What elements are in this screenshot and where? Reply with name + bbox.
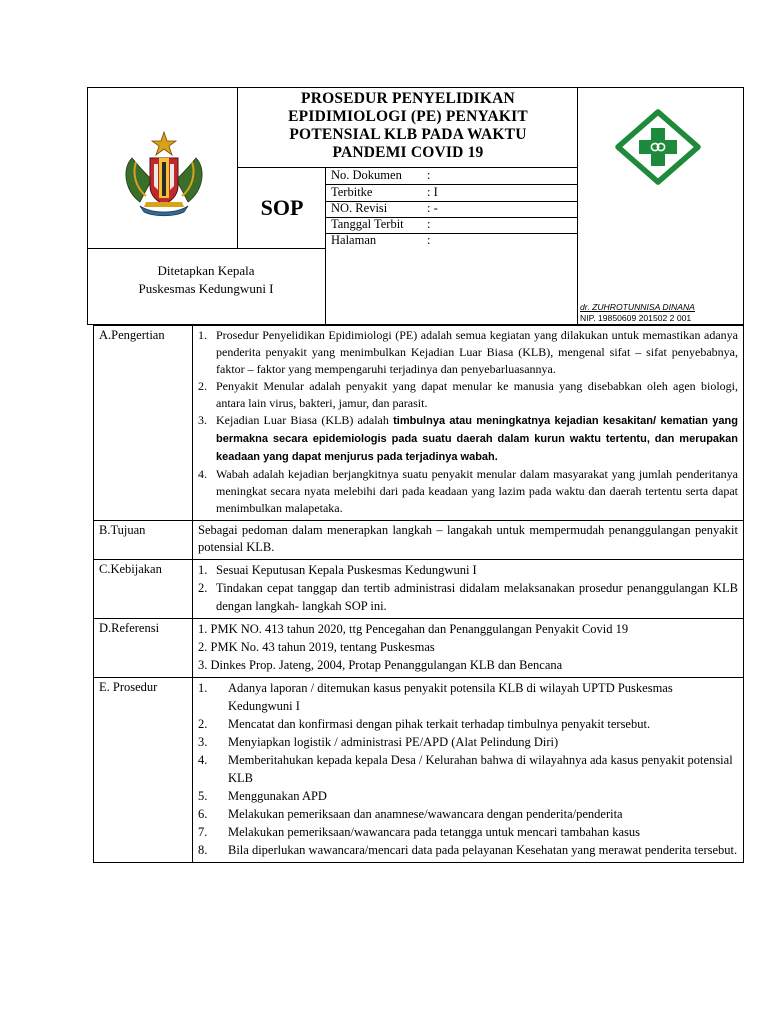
item-text: Prosedur Penyelidikan Epidimiologi (PE) adalah semua kegiatan yang dilakukan untuk memastikan adanya penderita penyakit yang menimbulkan Kejadian Luar Biasa (KLB), mengenal sifat – sifat penyebabnya, faktor – faktor yang mempengaruhi terjadinya dan penyebarluasannya. [216, 328, 738, 376]
item-number: 4. [198, 467, 207, 481]
item-text: Penyakit Menular adalah penyakit yang dapat menular ke manusia yang disebabkan oleh agen biologi, antara lain virus, bakteri, jamur, dan parasit. [216, 379, 738, 410]
list-item [198, 466, 738, 517]
step-text: Menyiapkan logistik / administrasi PE/APD (Alat Pelindung Diri) [228, 735, 559, 749]
step-text: Melakukan pemeriksaan/wawancara pada tetangga untuk mencari tambahan kasus [228, 825, 640, 839]
list-item [198, 412, 738, 466]
section-row-tujuan [94, 521, 744, 560]
list-item [198, 561, 738, 579]
item-number: 1. [198, 563, 208, 577]
title-line: PROSEDUR PENYELIDIKAN [301, 90, 515, 107]
list-item [198, 327, 738, 378]
reference-item: 2. PMK No. 43 tahun 2019, tentang Puskesmas [198, 640, 435, 654]
section-label: D.Referensi [94, 619, 193, 678]
item-number: 2. [198, 379, 207, 393]
section-content [193, 619, 744, 678]
step-text: Mencatat dan konfirmasi dengan pihak terkait terhadap timbulnya penyakit tersebut. [228, 717, 651, 731]
section-row-kebijakan [94, 560, 744, 619]
meta-row-revisi [331, 200, 438, 216]
item-number: 2. [198, 581, 208, 595]
meta-key: Halaman [331, 233, 377, 247]
meta-row-no-dokumen [331, 167, 430, 183]
ditetapkan-line: Puskesmas Kedungwuni I [138, 281, 274, 296]
step-number: 4. [198, 753, 208, 767]
section-content: Sebagai pedoman dalam menerapkan langkah – langakah untuk mempermudah penanggulangan penyakit potensial KLB. [193, 521, 744, 560]
meta-row-terbitke [331, 184, 438, 200]
step-number: 7. [198, 825, 208, 839]
section-label: A.Pengertian [94, 326, 193, 521]
procedure-step [198, 715, 738, 733]
step-number: 8. [198, 843, 208, 857]
item-number: 3. [198, 413, 207, 427]
ditetapkan-block [88, 262, 324, 298]
meta-value: : [427, 168, 431, 182]
document-title [238, 88, 578, 166]
step-number: 5. [198, 789, 208, 803]
meta-value: : [427, 233, 431, 247]
section-row-pengertian [94, 326, 744, 521]
step-text: Bila diperlukan wawancara/mencari data pada pelayanan Kesehatan yang merawat penderita tersebut. [228, 843, 738, 857]
reference-item: 3. Dinkes Prop. Jateng, 2004, Protap Penanggulangan KLB dan Bencana [198, 658, 563, 672]
section-content [193, 326, 744, 521]
meta-key: Tanggal Terbit [331, 217, 404, 231]
item-text: Sesuai Keputusan Kepala Puskesmas Kedungwuni I [216, 563, 477, 577]
meta-row-halaman [331, 232, 430, 248]
procedure-step [198, 841, 738, 859]
section-row-referensi [94, 619, 744, 678]
item-text-regular: Kejadian Luar Biasa (KLB) adalah [216, 413, 394, 427]
procedure-step [198, 787, 738, 805]
meta-row-tanggal-terbit [331, 216, 430, 232]
step-number: 1. [198, 681, 208, 695]
procedure-step [198, 751, 738, 787]
item-text [216, 412, 738, 466]
procedure-step [198, 805, 738, 823]
list-item [198, 579, 738, 615]
step-text: Menggunakan APD [228, 789, 327, 803]
section-label: E. Prosedur [94, 678, 193, 863]
procedure-step [198, 679, 738, 715]
step-text: Adanya laporan / ditemukan kasus penyakit potensila KLB di wilayah UPTD Puskesmas Kedungwuni I [228, 681, 673, 713]
meta-value: : - [427, 201, 438, 215]
step-number: 2. [198, 717, 208, 731]
step-text: Memberitahukan kepada kepala Desa / Kelurahan bahwa di wilayahnya ada kasus penyakit potensial KLB [228, 753, 733, 785]
item-number: 1. [198, 328, 207, 342]
list-item [198, 378, 738, 412]
step-text: Melakukan pemeriksaan dan anamnese/wawancara dengan penderita/penderita [228, 807, 623, 821]
signer-nip: NIP. 19850609 201502 2 001 [580, 313, 692, 323]
meta-key: Terbitke [331, 185, 373, 199]
title-line: EPIDIMIOLOGI (PE) PENYAKIT [288, 108, 528, 125]
item-text: Tindakan cepat tanggap dan tertib administrasi didalam melaksanakan prosedur penanggulangan KLB dengan langkah- langkah SOP ini. [216, 581, 738, 613]
puskesmas-cross-logo-icon [615, 109, 701, 185]
ditetapkan-line: Ditetapkan Kepala [157, 263, 255, 278]
regional-emblem-icon [118, 128, 210, 218]
sop-label: SOP [260, 195, 304, 220]
item-text-bold: timbulnya atau meningkatnya kejadian kesakitan/ kematian yang bermakna secara epidemiologis pada suatu daerah dalam kurun waktu tertentu, dan merupakan keadaan yang dapat menjurus pada terjadinya wabah. [216, 415, 738, 463]
reference-item: 1. PMK NO. 413 tahun 2020, ttg Pencegahan dan Penanggulangan Penyakit Covid 19 [198, 622, 629, 636]
section-label: C.Kebijakan [94, 560, 193, 619]
section-label: B.Tujuan [94, 521, 193, 560]
procedure-step [198, 823, 738, 841]
meta-key: NO. Revisi [331, 201, 388, 215]
title-line: POTENSIAL KLB PADA WAKTU [289, 126, 527, 143]
meta-value: : [427, 217, 431, 231]
section-row-prosedur [94, 678, 744, 863]
step-number: 6. [198, 807, 208, 821]
meta-key: No. Dokumen [331, 168, 402, 182]
meta-value: : I [427, 185, 438, 199]
sop-content-table [93, 325, 744, 863]
section-content [193, 678, 744, 863]
signer-name: dr. ZUHROTUNNISA DINANA [580, 302, 695, 312]
signer-block [580, 302, 742, 324]
procedure-step [198, 733, 738, 751]
section-content [193, 560, 744, 619]
step-number: 3. [198, 735, 208, 749]
title-line: PANDEMI COVID 19 [332, 144, 484, 161]
item-text: Wabah adalah kejadian berjangkitnya suatu penyakit menular dalam masyarakat yang jumlah penderitanya meningkat secara nyata melebihi dari pada keadaan yang lazim pada waktu dan daerah tertentu serta dapat menimbulkan malapetaka. [216, 467, 738, 515]
